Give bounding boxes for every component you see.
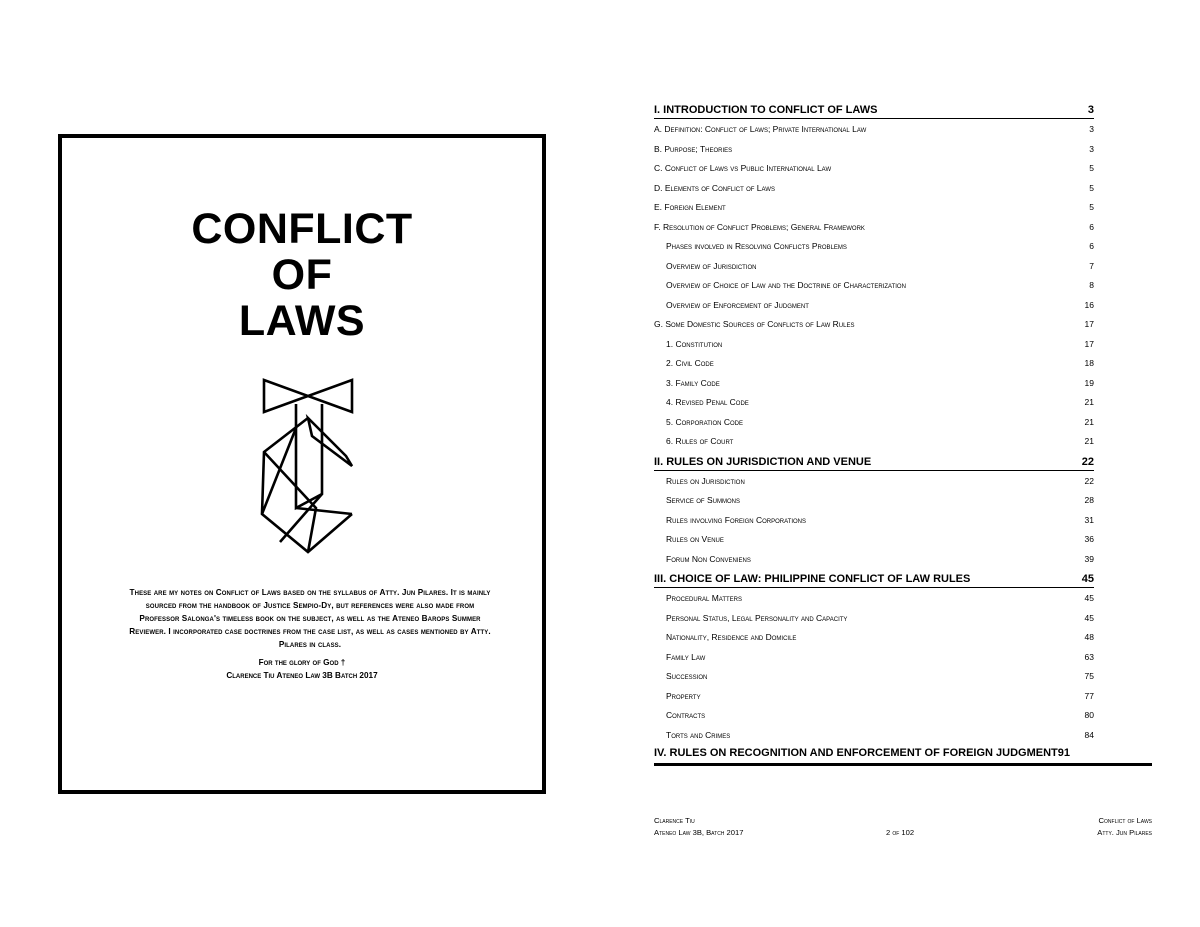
cover-description: These are my notes on Conflict of Laws based on the syllabus of Atty. Jun Pilares. It is mainly sourced from the handbook of Justice Sempio-Dy, but references were also made from Professor Salonga's timeless book on the subject, as well as the Ateneo Barops Summer Reviewer. I incorporated case doctrines from the case list, as well as cases mentioned by Atty. Pilares in class. <box>129 588 491 649</box>
toc-entry-row[interactable] <box>654 589 1094 609</box>
toc-entry-title: Procedural Matters <box>666 593 743 603</box>
dedication-line-1: For the glory of God † <box>258 658 346 667</box>
toc-entry-title: B. Purpose; Theories <box>654 143 733 154</box>
toc-entry-row[interactable] <box>654 335 1094 355</box>
toc-entry-title: Phases involved in Resolving Conflicts Problems <box>666 241 847 251</box>
toc-entry-title: II. RULES ON JURISDICTION AND VENUE <box>654 455 872 468</box>
toc-entry-page: 84 <box>1084 729 1094 740</box>
cover-dedication <box>62 656 542 682</box>
toc-entry-page: 6 <box>1089 241 1094 251</box>
toc-entry-page: 31 <box>1084 514 1094 525</box>
footer-page-indicator: 2 of 102 <box>886 828 915 837</box>
toc-entry-page: 8 <box>1089 280 1094 290</box>
toc-entry-page: 36 <box>1084 534 1094 544</box>
toc-section-row[interactable] <box>654 571 1094 588</box>
toc-entry-title: E. Foreign Element <box>654 202 726 212</box>
toc-entry-row[interactable] <box>654 609 1094 629</box>
toc-entry-title: I. INTRODUCTION TO CONFLICT OF LAWS <box>654 104 878 116</box>
toc-entry-title: G. Some Domestic Sources of Conflicts of Law Rules <box>654 319 855 329</box>
toc-entry-row[interactable] <box>654 218 1094 238</box>
toc-entry-title: Overview of Choice of Law and the Doctrine of Characterization <box>666 280 906 290</box>
toc-entry-page: 3 <box>1089 124 1094 134</box>
toc-entry-row[interactable] <box>654 550 1094 570</box>
toc-entry-page: 17 <box>1084 319 1094 329</box>
toc-entry-page: 6 <box>1089 221 1094 232</box>
toc-entry-row[interactable] <box>654 648 1094 668</box>
toc-entry-page: 19 <box>1084 377 1094 388</box>
footer-author: Clarence Tiu <box>654 816 695 825</box>
toc-entry-row[interactable] <box>654 159 1094 179</box>
toc-entry-page: 39 <box>1084 553 1094 564</box>
toc-entry-row[interactable] <box>654 706 1094 726</box>
toc-entry-title: Rules involving Foreign Corporations <box>666 514 807 525</box>
toc-entry-page: 7 <box>1089 260 1094 271</box>
toc-entry-title: Succession <box>666 671 708 681</box>
toc-entry-row[interactable] <box>654 257 1094 277</box>
toc-entry-title: Torts and Crimes <box>666 729 731 740</box>
toc-entry-title: Family Law <box>666 651 706 662</box>
toc-entry-page: 3 <box>1089 143 1094 154</box>
toc-entry-title: Overview of Enforcement of Judgment <box>666 299 809 310</box>
toc-entry-page: 77 <box>1084 690 1094 701</box>
toc-entry-page: 21 <box>1084 416 1094 427</box>
cover-title-line-1: CONFLICT <box>191 205 413 253</box>
toc-entry-row[interactable] <box>654 179 1094 199</box>
toc-entry-row[interactable] <box>654 726 1094 746</box>
toc-entry-title: 5. Corporation Code <box>666 416 743 427</box>
toc-entry-page: 22 <box>1084 475 1094 486</box>
toc-entry-row[interactable] <box>654 432 1094 452</box>
toc-entry-row[interactable] <box>654 413 1094 433</box>
toc-entry-page: 45 <box>1084 593 1094 603</box>
toc-entry-row[interactable] <box>654 667 1094 687</box>
toc-entry-row[interactable] <box>654 296 1094 316</box>
toc-entry-title: A. Definition: Conflict of Laws; Private International Law <box>654 124 867 134</box>
toc-entry-page: 45 <box>1084 612 1094 623</box>
cover-title-line-3: LAWS <box>238 297 366 345</box>
toc-entry-row[interactable] <box>654 491 1094 511</box>
toc-entry-title: F. Resolution of Conflict Problems; General Framework <box>654 221 865 232</box>
toc-entry-title: 2. Civil Code <box>666 358 714 368</box>
toc-entry-row[interactable] <box>654 687 1094 707</box>
toc-entry-page: 16 <box>1084 299 1094 310</box>
toc-entry-row[interactable] <box>654 374 1094 394</box>
toc-entry-page: 75 <box>1084 671 1094 681</box>
toc-entry-title: 4. Revised Penal Code <box>666 397 749 407</box>
toc-entry-title: 3. Family Code <box>666 377 720 388</box>
dedication-line-2: Clarence Tiu Ateneo Law 3B Batch 2017 <box>226 671 378 680</box>
toc-entry-row[interactable] <box>654 354 1094 374</box>
toc-entry-page: 21 <box>1084 436 1094 446</box>
toc-entry-title: Contracts <box>666 710 706 720</box>
footer-left <box>654 815 743 839</box>
toc-entry-page: 63 <box>1084 651 1094 662</box>
toc-entry-page: 3 <box>1087 104 1094 116</box>
toc-section-row[interactable] <box>654 454 1094 471</box>
toc-entry-row[interactable] <box>654 628 1094 648</box>
toc-entry-page: 18 <box>1084 358 1094 368</box>
toc-entry-page: 17 <box>1084 338 1094 349</box>
toc-entry-page: 21 <box>1084 397 1094 407</box>
toc-last-section[interactable]: IV. RULES ON RECOGNITION AND ENFORCEMENT OF FOREIGN JUDGMENT91 <box>654 745 1152 766</box>
toc-section-row[interactable] <box>654 102 1094 119</box>
toc-entry-row[interactable] <box>654 198 1094 218</box>
tc-monogram-logo-icon <box>260 378 356 554</box>
toc-entry-title: C. Conflict of Laws vs Public International Law <box>654 163 832 173</box>
footer-right <box>1052 815 1152 839</box>
toc-entry-title: Overview of Jurisdiction <box>666 260 757 271</box>
toc-entry-title: Forum Non Conveniens <box>666 553 751 564</box>
toc-entry-title: 1. Constitution <box>666 338 723 349</box>
toc-entry-row[interactable] <box>654 511 1094 531</box>
table-of-contents <box>654 100 1094 745</box>
toc-entry-page: 5 <box>1089 163 1094 173</box>
toc-entry-row[interactable] <box>654 315 1094 335</box>
footer-subject: Conflict of Laws <box>1098 816 1152 825</box>
toc-entry-title: Personal Status, Legal Personality and Capacity <box>666 612 848 623</box>
footer-school: Ateneo Law 3B, Batch 2017 <box>654 828 744 837</box>
cover-title <box>62 206 542 344</box>
toc-entry-title: Rules on Venue <box>666 534 724 544</box>
toc-entry-row[interactable] <box>654 276 1094 296</box>
toc-entry-title: Rules on Jurisdiction <box>666 475 745 486</box>
toc-entry-page: 48 <box>1084 632 1094 642</box>
toc-entry-page: 80 <box>1084 710 1094 720</box>
toc-entry-row[interactable] <box>654 140 1094 160</box>
footer-professor: Atty. Jun Pilares <box>1097 828 1152 837</box>
toc-entry-page: 5 <box>1089 182 1094 193</box>
toc-entry-page: 28 <box>1084 495 1094 505</box>
toc-entry-row[interactable] <box>654 472 1094 492</box>
toc-entry-page: 22 <box>1081 455 1094 468</box>
toc-entry-row[interactable] <box>654 120 1094 140</box>
toc-entry-row[interactable] <box>654 530 1094 550</box>
toc-entry-title: Property <box>666 690 701 701</box>
cover-page <box>58 134 546 794</box>
cover-title-line-2: OF <box>271 251 333 299</box>
toc-entry-title: Nationality, Residence and Domicile <box>666 632 797 642</box>
toc-entry-page: 45 <box>1081 573 1094 585</box>
toc-entry-title: 6. Rules of Court <box>666 436 734 446</box>
toc-entry-title: Service of Summons <box>666 495 740 505</box>
toc-entry-row[interactable] <box>654 393 1094 413</box>
toc-entry-page: 5 <box>1089 202 1094 212</box>
toc-entry-row[interactable] <box>654 237 1094 257</box>
toc-entry-title: D. Elements of Conflict of Laws <box>654 182 775 193</box>
toc-entry-title: III. CHOICE OF LAW: PHILIPPINE CONFLICT OF LAW RULES <box>654 573 971 585</box>
